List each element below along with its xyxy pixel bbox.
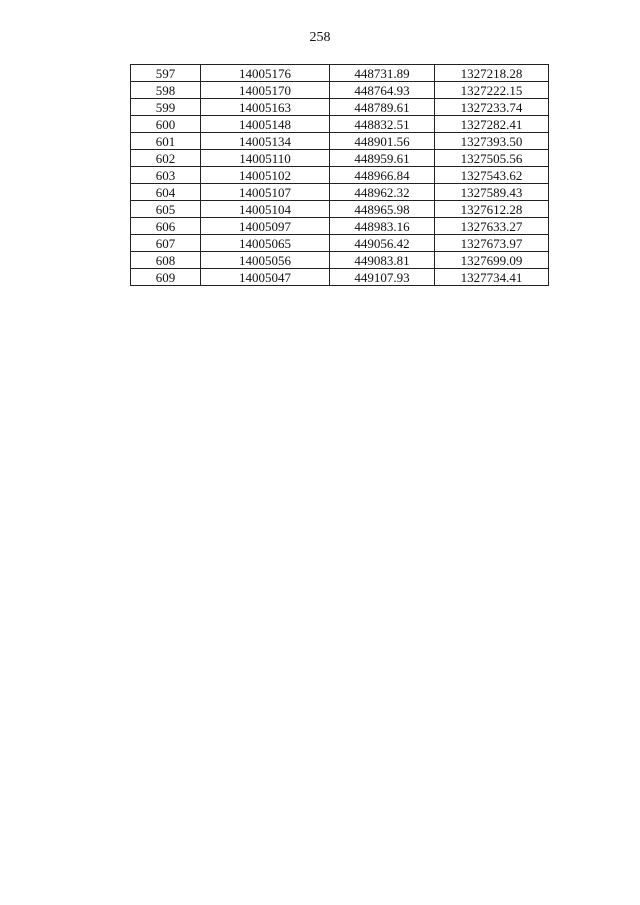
table-row: [131, 184, 549, 201]
x-coordinate-cell: 449107.93: [330, 269, 435, 286]
y-coordinate-cell: 1327734.41: [435, 269, 549, 286]
parcel-id-cell: 14005056: [201, 252, 330, 269]
coordinates-table: [130, 64, 549, 286]
table-row: [131, 150, 549, 167]
row-number-cell: 608: [131, 252, 201, 269]
parcel-id-cell: 14005104: [201, 201, 330, 218]
y-coordinate-cell: 1327222.15: [435, 82, 549, 99]
x-coordinate-cell: 448731.89: [330, 65, 435, 82]
x-coordinate-cell: 449056.42: [330, 235, 435, 252]
parcel-id-cell: 14005170: [201, 82, 330, 99]
table-row: [131, 235, 549, 252]
y-coordinate-cell: 1327233.74: [435, 99, 549, 116]
y-coordinate-cell: 1327612.28: [435, 201, 549, 218]
y-coordinate-cell: 1327282.41: [435, 116, 549, 133]
y-coordinate-cell: 1327699.09: [435, 252, 549, 269]
table-row: [131, 218, 549, 235]
row-number-cell: 600: [131, 116, 201, 133]
x-coordinate-cell: 448901.56: [330, 133, 435, 150]
row-number-cell: 598: [131, 82, 201, 99]
x-coordinate-cell: 448962.32: [330, 184, 435, 201]
x-coordinate-cell: 448789.61: [330, 99, 435, 116]
parcel-id-cell: 14005163: [201, 99, 330, 116]
parcel-id-cell: 14005102: [201, 167, 330, 184]
y-coordinate-cell: 1327589.43: [435, 184, 549, 201]
table-row: [131, 65, 549, 82]
parcel-id-cell: 14005148: [201, 116, 330, 133]
y-coordinate-cell: 1327505.56: [435, 150, 549, 167]
parcel-id-cell: 14005107: [201, 184, 330, 201]
row-number-cell: 602: [131, 150, 201, 167]
table-row: [131, 201, 549, 218]
table-row: [131, 82, 549, 99]
x-coordinate-cell: 448832.51: [330, 116, 435, 133]
table-body: [131, 65, 549, 286]
y-coordinate-cell: 1327393.50: [435, 133, 549, 150]
row-number-cell: 599: [131, 99, 201, 116]
x-coordinate-cell: 448959.61: [330, 150, 435, 167]
x-coordinate-cell: 448983.16: [330, 218, 435, 235]
parcel-id-cell: 14005110: [201, 150, 330, 167]
y-coordinate-cell: 1327543.62: [435, 167, 549, 184]
row-number-cell: 609: [131, 269, 201, 286]
parcel-id-cell: 14005176: [201, 65, 330, 82]
table-row: [131, 133, 549, 150]
table-row: [131, 99, 549, 116]
row-number-cell: 601: [131, 133, 201, 150]
table-row: [131, 116, 549, 133]
row-number-cell: 605: [131, 201, 201, 218]
row-number-cell: 597: [131, 65, 201, 82]
row-number-cell: 603: [131, 167, 201, 184]
parcel-id-cell: 14005134: [201, 133, 330, 150]
y-coordinate-cell: 1327633.27: [435, 218, 549, 235]
row-number-cell: 606: [131, 218, 201, 235]
table-row: [131, 167, 549, 184]
page-number: 258: [309, 30, 331, 45]
x-coordinate-cell: 448764.93: [330, 82, 435, 99]
x-coordinate-cell: 448966.84: [330, 167, 435, 184]
parcel-id-cell: 14005047: [201, 269, 330, 286]
table-row: [131, 269, 549, 286]
y-coordinate-cell: 1327673.97: [435, 235, 549, 252]
parcel-id-cell: 14005097: [201, 218, 330, 235]
table-row: [131, 252, 549, 269]
x-coordinate-cell: 448965.98: [330, 201, 435, 218]
row-number-cell: 607: [131, 235, 201, 252]
row-number-cell: 604: [131, 184, 201, 201]
parcel-id-cell: 14005065: [201, 235, 330, 252]
x-coordinate-cell: 449083.81: [330, 252, 435, 269]
y-coordinate-cell: 1327218.28: [435, 65, 549, 82]
